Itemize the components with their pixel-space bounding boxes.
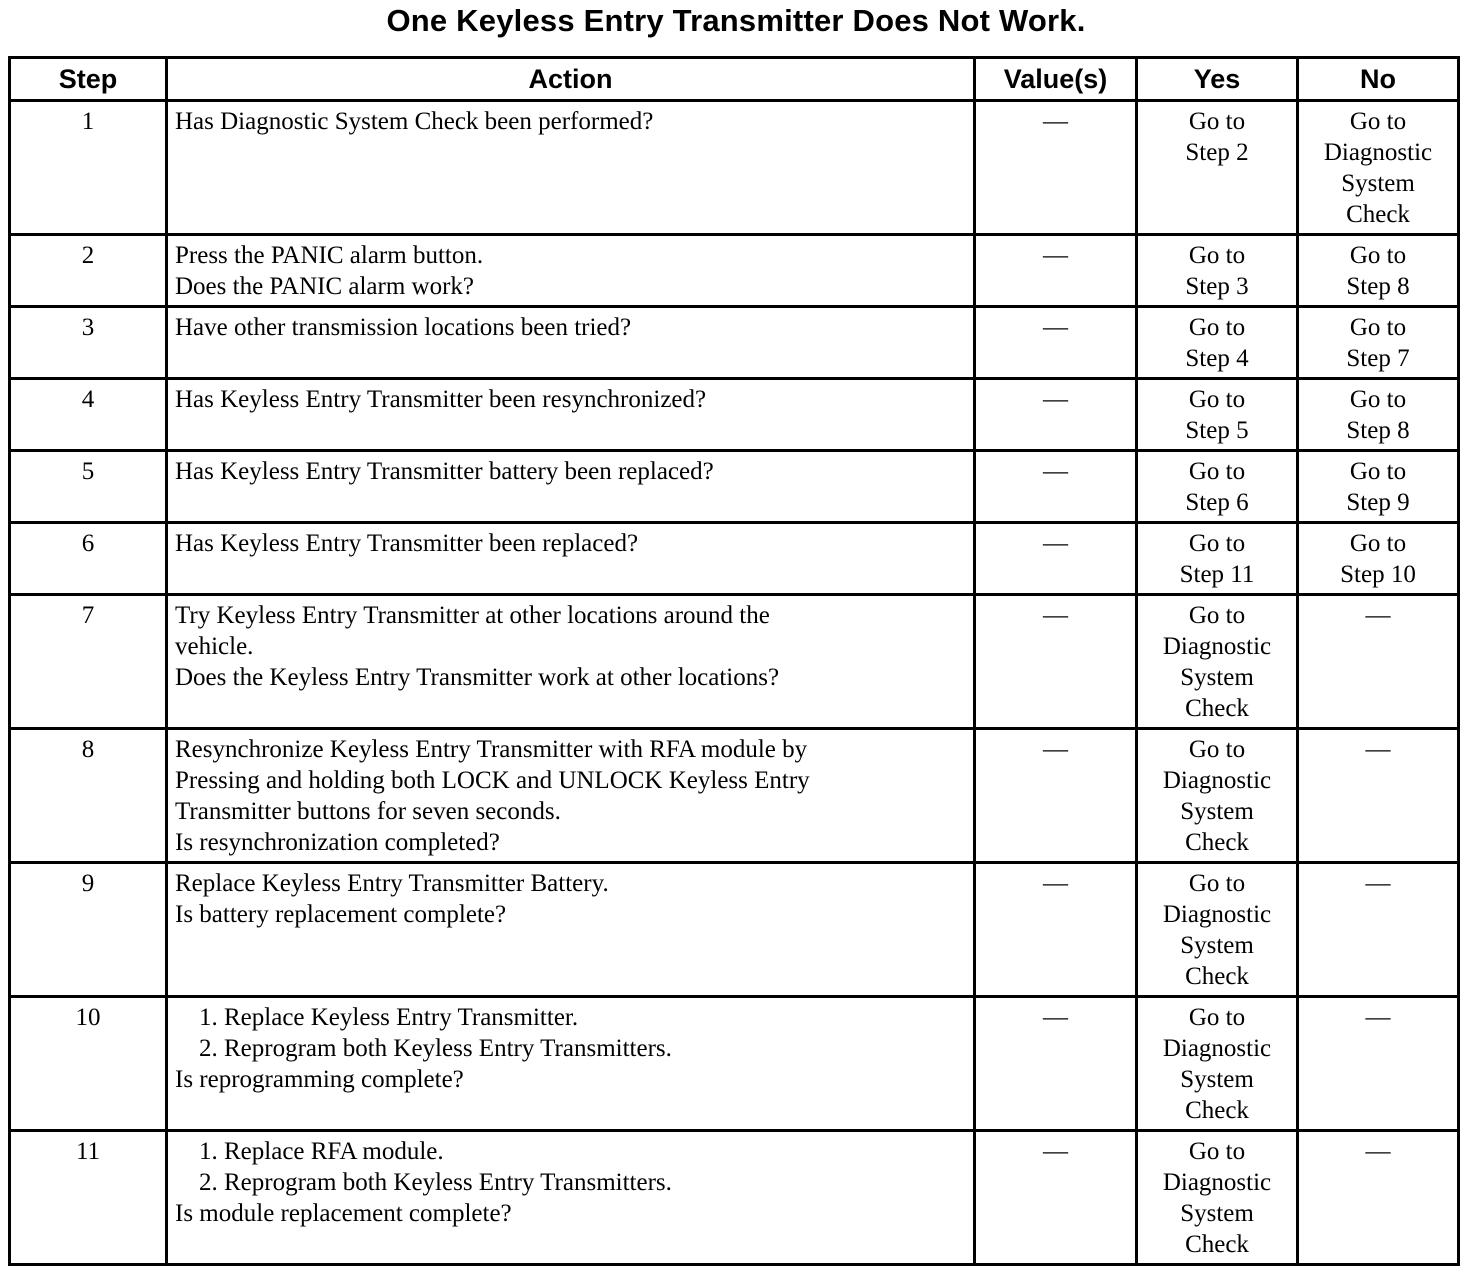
action-line: Try Keyless Entry Transmitter at other locations around the [175,602,770,629]
no-cell [1298,729,1459,863]
table-header-row [10,58,1459,101]
yes-line: Check [1185,695,1249,722]
yes-line: System [1180,1066,1254,1093]
yes-cell [1137,595,1298,729]
yes-cell [1137,379,1298,451]
yes-line: System [1180,932,1254,959]
yes-line: Go to [1188,386,1246,413]
value-cell: — [975,101,1137,235]
action-line: Pressing and holding both LOCK and UNLOCK Keyless Entry [175,767,810,794]
step-number: 3 [10,307,167,379]
header-action: Action [167,58,975,101]
yes-cell [1137,451,1298,523]
yes-line: Step 3 [1185,273,1249,300]
action-line: vehicle. [175,633,254,660]
action-line: 1. Replace RFA module. [199,1138,444,1165]
yes-line: System [1180,798,1254,825]
action-line: Is resynchronization completed? [175,829,500,856]
action-cell [167,235,975,307]
step-number: 4 [10,379,167,451]
table-row [10,379,1459,451]
action-line: 1. Replace Keyless Entry Transmitter. [199,1004,579,1031]
no-cell [1298,595,1459,729]
no-cell [1298,523,1459,595]
action-line: Has Keyless Entry Transmitter battery been replaced? [175,458,714,485]
no-line: Go to [1349,386,1407,413]
action-cell [167,307,975,379]
header-step: Step [10,58,167,101]
yes-line: Go to [1188,736,1246,763]
yes-line: Check [1185,1231,1249,1258]
no-line: — [1365,1004,1391,1031]
table-row [10,451,1459,523]
no-line: System [1341,170,1415,197]
action-line: Replace Keyless Entry Transmitter Battery. [175,870,609,897]
value-cell: — [975,451,1137,523]
table-row [10,307,1459,379]
yes-cell [1137,997,1298,1131]
action-line: Has Keyless Entry Transmitter been resynchronized? [175,386,707,413]
step-number: 1 [10,101,167,235]
value-cell: — [975,523,1137,595]
no-line: — [1365,870,1391,897]
no-cell [1298,997,1459,1131]
header-values: Value(s) [975,58,1137,101]
action-cell [167,379,975,451]
action-line: 2. Reprogram both Keyless Entry Transmitters. [199,1169,672,1196]
yes-line: Go to [1188,242,1246,269]
yes-line: Go to [1188,458,1246,485]
yes-line: Go to [1188,870,1246,897]
action-cell [167,1131,975,1265]
yes-line: Diagnostic [1162,1169,1272,1196]
action-cell [167,595,975,729]
yes-line: Step 11 [1179,561,1255,588]
no-line: Step 9 [1346,489,1410,516]
table-body [10,101,1459,1265]
action-cell [167,729,975,863]
step-number: 7 [10,595,167,729]
action-line: Has Keyless Entry Transmitter been replaced? [175,530,639,557]
action-cell [167,997,975,1131]
no-cell [1298,379,1459,451]
value-cell: — [975,997,1137,1131]
table-row [10,997,1459,1131]
step-number: 8 [10,729,167,863]
no-line: Step 8 [1346,273,1410,300]
action-line: Is battery replacement complete? [175,901,507,928]
action-line: Transmitter buttons for seven seconds. [175,798,561,825]
yes-line: Step 4 [1185,345,1249,372]
yes-line: Step 6 [1185,489,1249,516]
header-no: No [1298,58,1459,101]
table-row [10,523,1459,595]
action-line: 2. Reprogram both Keyless Entry Transmitters. [199,1035,672,1062]
yes-cell [1137,729,1298,863]
table-row [10,729,1459,863]
no-line: Go to [1349,242,1407,269]
diagnostic-table [8,56,1460,1266]
yes-line: Go to [1188,1004,1246,1031]
yes-line: Step 2 [1185,139,1249,166]
no-cell [1298,307,1459,379]
action-line: Have other transmission locations been tried? [175,314,632,341]
no-line: Go to [1349,530,1407,557]
yes-cell [1137,101,1298,235]
yes-line: Diagnostic [1162,633,1272,660]
table-row [10,101,1459,235]
no-line: Go to [1349,314,1407,341]
no-line: Check [1346,201,1410,228]
yes-cell [1137,523,1298,595]
table-row [10,863,1459,997]
yes-cell [1137,307,1298,379]
step-number: 5 [10,451,167,523]
action-line: Does the Keyless Entry Transmitter work at other locations? [175,664,780,691]
yes-line: Go to [1188,314,1246,341]
no-cell [1298,451,1459,523]
step-number: 10 [10,997,167,1131]
header-yes: Yes [1137,58,1298,101]
no-line: Go to [1349,108,1407,135]
yes-line: Go to [1188,1138,1246,1165]
value-cell: — [975,729,1137,863]
action-cell [167,523,975,595]
action-cell [167,101,975,235]
no-line: Step 7 [1346,345,1410,372]
yes-line: Go to [1188,530,1246,557]
table-row [10,1131,1459,1265]
step-number: 2 [10,235,167,307]
action-line: Press the PANIC alarm button. [175,242,484,269]
yes-line: System [1180,664,1254,691]
table-row [10,595,1459,729]
yes-line: Diagnostic [1162,767,1272,794]
no-line: — [1365,736,1391,763]
action-line: Resynchronize Keyless Entry Transmitter with RFA module by [175,736,808,763]
value-cell: — [975,595,1137,729]
table-row [10,235,1459,307]
action-line: Is module replacement complete? [175,1200,512,1227]
yes-cell [1137,863,1298,997]
no-line: — [1365,602,1391,629]
no-line: Step 10 [1340,561,1416,588]
value-cell: — [975,1131,1137,1265]
action-line: Does the PANIC alarm work? [175,273,475,300]
value-cell: — [975,307,1137,379]
yes-cell [1137,1131,1298,1265]
no-cell [1298,101,1459,235]
yes-line: System [1180,1200,1254,1227]
yes-line: Go to [1188,602,1246,629]
yes-line: Step 5 [1185,417,1249,444]
no-line: Diagnostic [1323,139,1433,166]
page-title: One Keyless Entry Transmitter Does Not Work. [386,3,1086,38]
value-cell: — [975,863,1137,997]
yes-line: Check [1185,963,1249,990]
step-number: 11 [10,1131,167,1265]
value-cell: — [975,379,1137,451]
no-cell [1298,1131,1459,1265]
yes-line: Check [1185,1097,1249,1124]
yes-line: Check [1185,829,1249,856]
value-cell: — [975,235,1137,307]
yes-cell [1137,235,1298,307]
action-cell [167,451,975,523]
no-line: Go to [1349,458,1407,485]
no-line: — [1365,1138,1391,1165]
yes-line: Diagnostic [1162,1035,1272,1062]
step-number: 9 [10,863,167,997]
yes-line: Diagnostic [1162,901,1272,928]
no-line: Step 8 [1346,417,1410,444]
action-line: Is reprogramming complete? [175,1066,464,1093]
no-cell [1298,235,1459,307]
no-cell [1298,863,1459,997]
step-number: 6 [10,523,167,595]
action-line: Has Diagnostic System Check been performed? [175,108,654,135]
yes-line: Go to [1188,108,1246,135]
action-cell [167,863,975,997]
